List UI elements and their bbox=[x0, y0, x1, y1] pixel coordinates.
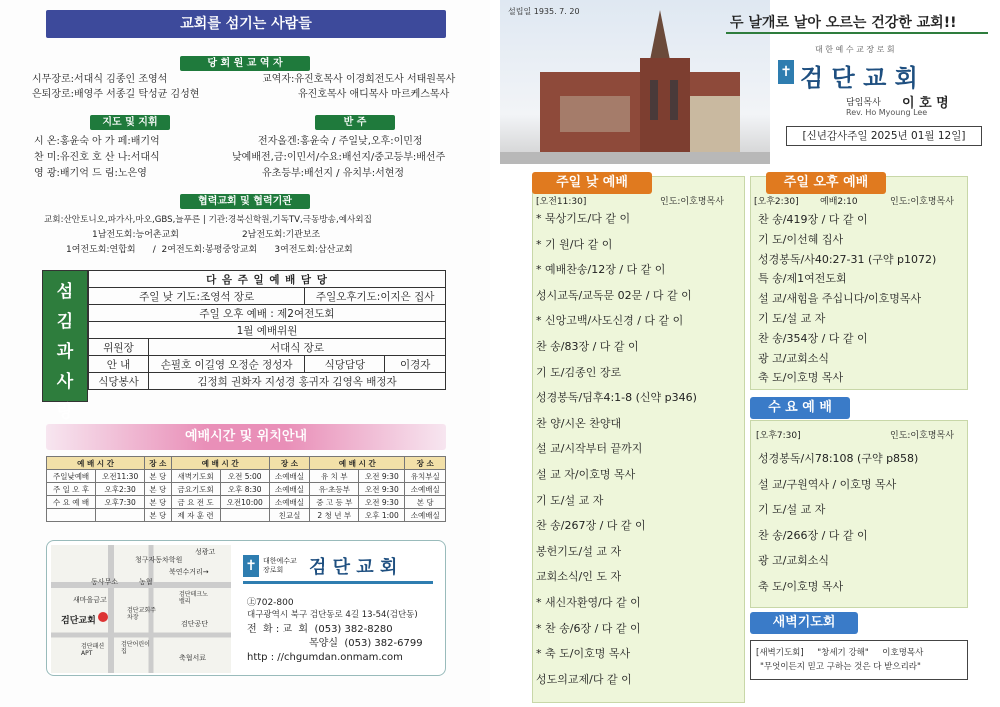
order-item: 찬 양/시온 찬양대 bbox=[536, 416, 622, 430]
website-link[interactable]: http : //chgumdan.onmam.com bbox=[247, 652, 403, 663]
map-label: 북연수거리→ bbox=[169, 568, 209, 576]
founded-date: 설립일 1935. 7. 20 bbox=[508, 7, 580, 16]
duty-title: 다 음 주 일 예 배 담 당 bbox=[89, 271, 446, 288]
afternoon-leader: 인도:이호명목사 bbox=[890, 197, 954, 207]
page-title: 교회를 섬기는 사람들 bbox=[46, 10, 446, 38]
choir-line-2: 찬 미:유진호 호 산 나:서대식 bbox=[34, 152, 160, 163]
duty-usher-label: 안 내 bbox=[89, 356, 149, 373]
schedule-row: 본 당 제 자 훈 련 친교실 2 청 년 부 오후 1:00 소예배실 bbox=[47, 509, 446, 522]
dawn-line-1: [새벽기도회] "창세기 강해" 이호명목사 bbox=[756, 648, 924, 658]
order-item: 기 도/설 교 자 bbox=[758, 503, 826, 516]
duty-morning-prayer: 주일 낮 기도:조영석 장로 bbox=[89, 288, 305, 305]
accompanist-line-2: 낮예배전,금:이민서/수요:배선지/중고등부:배선주 bbox=[232, 152, 446, 163]
ministers-line-2: 유진호목사 애디목사 마르케스목사 bbox=[298, 89, 450, 100]
order-item: * 묵상기도/다 같 이 bbox=[536, 212, 631, 225]
duty-committee-title: 1월 예배위원 bbox=[89, 322, 446, 339]
duty-chair-label: 위원장 bbox=[89, 339, 149, 356]
map-card bbox=[46, 540, 446, 676]
order-item: * 찬 송/6장 / 다 같 이 bbox=[536, 621, 641, 635]
duty-afternoon-service: 주일 오후 예배 : 제2여전도회 bbox=[89, 305, 446, 322]
order-item: 설 교/새힘을 주십니다/이호명목사 bbox=[758, 292, 922, 306]
accompanist-line-3: 유초등부:배선지 / 유치부:서현정 bbox=[262, 168, 405, 179]
pastor-label: 담임목사 bbox=[846, 98, 881, 108]
map-label: 축협서료 bbox=[179, 654, 207, 662]
order-item: 성시교독/교독문 02문 / 다 같 이 bbox=[536, 288, 692, 302]
order-item: 찬 송/354장 / 다 같 이 bbox=[758, 331, 868, 345]
coop-line-3: 1여전도회:연합회 / 2여전도회:봉평중앙교회 3여전도회:삼산교회 bbox=[66, 245, 353, 255]
order-item: 설 교/구원역사 / 이호명 목사 bbox=[758, 477, 897, 491]
choir-line-1: 시 온:홍윤숙 아 가 페:배기억 bbox=[34, 136, 160, 147]
tab-wednesday-service: 수 요 예 배 bbox=[750, 397, 850, 419]
order-item: 기 도/김종인 장로 bbox=[536, 365, 622, 379]
map-label: 성광고 bbox=[195, 548, 216, 556]
sunday-time: [오전11:30] bbox=[536, 197, 587, 207]
ministers-line: 교역자:유진호목사 이경희전도사 서태원목사 bbox=[262, 74, 456, 85]
tab-afternoon-service: 주일 오후 예배 bbox=[766, 172, 886, 194]
order-item: 찬 송/83장 / 다 같 이 bbox=[536, 340, 639, 353]
section-coop-header: 협력교회 및 협력기관 bbox=[180, 194, 310, 209]
church-logo-cross-icon: ✝ bbox=[778, 60, 794, 84]
denomination: 대 한 예 수 교 장 로 회 bbox=[815, 45, 895, 54]
order-item: 찬 송/267장 / 다 같 이 bbox=[536, 519, 646, 533]
order-item: 찬 송/419장 / 다 같 이 bbox=[758, 213, 868, 226]
order-item: * 기 원/다 같 이 bbox=[536, 237, 613, 251]
schedule-banner: 예배시간 및 위치안내 bbox=[46, 424, 446, 450]
schedule-row: 주일낮예배 오전11:30 본 당 새벽기도회 오전 5:00 소예배실 유 치 부 오전 9:30 유치부실 bbox=[47, 470, 446, 483]
order-item: * 신앙고백/사도신경 / 다 같 이 bbox=[536, 314, 684, 328]
retired-elders-line: 은퇴장로:배영주 서종길 탁성균 김성현 bbox=[32, 89, 200, 100]
pastor-name: 이 호 명 bbox=[902, 96, 949, 111]
order-item: * 축 도/이호명 목사 bbox=[536, 647, 631, 661]
slogan-underline bbox=[726, 32, 988, 34]
zip-code: ㊤702-800 bbox=[247, 598, 294, 608]
order-item: 기 도/이선혜 집사 bbox=[758, 232, 844, 246]
order-item: * 새신자환영/다 같 이 bbox=[536, 596, 641, 609]
order-item: 축 도/이호명 목사 bbox=[758, 579, 844, 593]
map-label: 검단패션APT bbox=[81, 643, 105, 657]
order-item: 특 송/제1여전도회 bbox=[758, 272, 847, 286]
section-accompanist-header: 반 주 bbox=[315, 115, 395, 130]
map-label: 검단테크노밸리 bbox=[179, 591, 208, 605]
order-item: 축 도/이호명 목사 bbox=[758, 371, 844, 385]
order-item: 설 교 자/이호명 목사 bbox=[536, 468, 636, 481]
map bbox=[51, 545, 231, 673]
order-item: 성경봉독/딤후4:1-8 (신약 p346) bbox=[536, 391, 697, 405]
map-label: 검단공단 bbox=[181, 620, 209, 628]
map-label: 검단교회주차장 bbox=[127, 607, 156, 621]
map-label: 새마을금고 bbox=[73, 596, 107, 604]
church-cross-icon: ✝ bbox=[243, 555, 259, 577]
order-item: 설 교/시작부터 끝까지 bbox=[536, 442, 643, 456]
slogan: 두 날개로 날아 오르는 건강한 교회!! bbox=[730, 15, 957, 31]
afternoon-time: [오후2:30] bbox=[754, 197, 799, 207]
order-item: 기 도/설 교 자 bbox=[536, 493, 604, 507]
order-item: 교회소식/인 도 자 bbox=[536, 570, 622, 584]
wednesday-time: [오후7:30] bbox=[756, 431, 801, 441]
duty-side-label: 섬 김 과 사 랑 bbox=[42, 270, 88, 402]
order-item: 찬 송/266장 / 다 같 이 bbox=[758, 528, 868, 542]
duty-kitchen-label: 식당담당 bbox=[305, 356, 385, 373]
schedule-header-row: 예 배 시 간 장 소 예 배 시 간 장 소 예 배 시 간 장 소 bbox=[47, 457, 446, 470]
left-page bbox=[0, 0, 490, 707]
church-name: 검 단 교 회 bbox=[309, 557, 398, 578]
service-date: [신년감사주일 2025년 01월 12일] bbox=[786, 126, 982, 146]
duty-kitchen: 이경자 bbox=[385, 356, 446, 373]
duty-afternoon-prayer: 주일오후기도:이지은 집사 bbox=[305, 288, 446, 305]
church-underline bbox=[243, 581, 433, 584]
dawn-line-2: "무엇이든지 믿고 구하는 것은 다 받으리라" bbox=[760, 662, 921, 672]
order-item: 광 고/교회소식 bbox=[758, 351, 829, 365]
order-item: * 예배찬송/12장 / 다 같 이 bbox=[536, 263, 666, 277]
map-label: 농협 bbox=[139, 578, 153, 586]
order-item: 성경봉독/사40:27-31 (구약 p1072) bbox=[758, 252, 937, 266]
church-logo-name: 검 단 교 회 bbox=[800, 64, 918, 92]
duty-serve-label: 식당봉사 bbox=[89, 373, 149, 390]
duty-table bbox=[88, 270, 446, 390]
duty-chair: 서대식 장로 bbox=[149, 339, 446, 356]
map-label: 동사무소 bbox=[91, 578, 119, 586]
wednesday-leader: 인도:이호명목사 bbox=[890, 431, 954, 441]
map-label: 청구자동차학원 bbox=[135, 556, 183, 564]
tab-dawn-prayer: 새벽기도회 bbox=[750, 612, 858, 634]
order-item: 성경봉독/시78:108 (구약 p858) bbox=[758, 452, 919, 465]
duty-ushers: 손필호 이길영 오정순 정성자 bbox=[149, 356, 305, 373]
section-staff-header: 당 회 원 교 역 자 bbox=[180, 56, 310, 71]
afternoon-time-2: 예배2:10 bbox=[820, 197, 858, 207]
order-item: 성도의교제/다 같 이 bbox=[536, 672, 632, 686]
map-label: 검단어린이집 bbox=[121, 641, 150, 655]
section-choir-header: 지도 및 지휘 bbox=[90, 115, 170, 130]
schedule-row: 주 일 오 후 오후2:30 본 당 금요기도회 오후 8:30 소예배실 유·초등부 오전 9:30 소예배실 bbox=[47, 483, 446, 496]
order-item: 기 도/설 교 자 bbox=[758, 312, 826, 325]
map-label-church: 검단교회 bbox=[61, 616, 96, 626]
duty-servers: 김정희 권화자 지성경 홍귀자 김영옥 배정자 bbox=[149, 373, 446, 390]
coop-line-2: 1남전도회:능어촌교회 2남전도회:기관보조 bbox=[92, 230, 321, 240]
pastor-name-en: Rev. Ho Myoung Lee bbox=[846, 108, 928, 117]
address: 대구광역시 북구 검단동로 4길 13-54(검단동) bbox=[247, 610, 418, 620]
church-small-label: 대한예수교 장로회 bbox=[263, 557, 297, 574]
tab-sunday-service: 주일 낮 예배 bbox=[532, 172, 652, 194]
choir-line-3: 영 광:배기억 드 림:노은영 bbox=[34, 168, 147, 179]
phone-church: 전 화 : 교 회 (053) 382-8280 bbox=[247, 624, 393, 635]
elders-line: 시무장로:서대식 김종인 조영석 bbox=[32, 74, 168, 85]
order-item: 광 고/교회소식 bbox=[758, 554, 829, 567]
schedule-table bbox=[46, 456, 446, 522]
coop-line-1: 교회:산안토니오,파가사,마오,GBS,늘푸른 | 기관:경북신학원,기독TV,극동방송,예사외집 bbox=[44, 215, 372, 225]
accompanist-line-1: 전자올겐:홍윤숙 / 주일낮,오후:이민정 bbox=[258, 136, 423, 147]
phone-pastor: 목양실 (053) 382-6799 bbox=[309, 638, 423, 649]
schedule-row: 수 요 예 배 오후7:30 본 당 금 요 전 도 오전10:00 소예배실 중 고 등 부 오전 9:30 본 당 bbox=[47, 496, 446, 509]
order-item: 봉헌기도/설 교 자 bbox=[536, 544, 622, 558]
sunday-leader: 인도:이호명목사 bbox=[660, 197, 724, 207]
